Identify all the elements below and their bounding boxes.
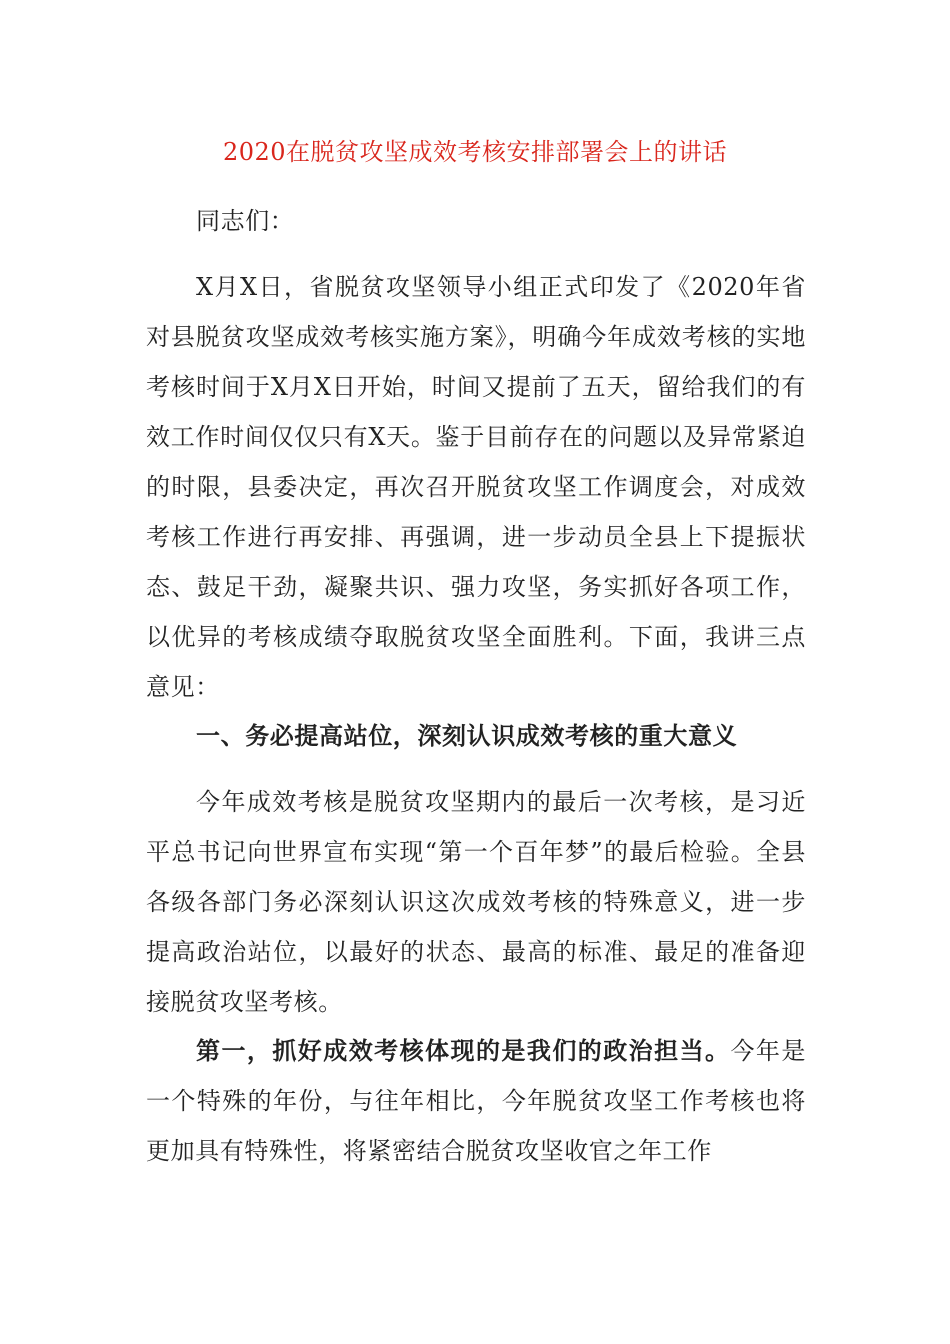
first-point-lead: 第一，抓好成效考核体现的是我们的政治担当。 [196, 1036, 731, 1065]
first-point-text: 今年是一个特殊的年份，与往年相比，今年脱贫攻坚工作考核也将更加具有特殊性，将紧密结合脱贫攻坚收官之年工作 [146, 1037, 806, 1165]
paragraph-intro: X月X日，省脱贫攻坚领导小组正式印发了《2020年省对县脱贫攻坚成效考核实施方案》，明确今年成效考核的实地考核时间于X月X日开始，时间又提前了五天，留给我们的有效工作时间仅仅只有X天。鉴于目前存在的问题以及异常紧迫的时限，县委决定，再次召开脱贫攻坚工作调度会，对成效考核工作进行再安排、再强调，进一步动员全县上下提振状态、鼓足干劲，凝聚共识、强力攻坚，务实抓好各项工作，以优异的考核成绩夺取脱贫攻坚全面胜利。下面，我讲三点意见： [146, 273, 806, 701]
paragraph-significance: 今年成效考核是脱贫攻坚期内的最后一次考核，是习近平总书记向世界宣布实现“第一个百年梦”的最后检验。全县各级各部门务必深刻认识这次成效考核的特殊意义，进一步提高政治站位，以最好的状态、最高的标准、最足的准备迎接脱贫攻坚考核。 [146, 788, 806, 1016]
greeting: 同志们： [196, 207, 295, 235]
paragraph-first-point [146, 1026, 806, 1176]
section-heading-1: 一、务必提高站位，深刻认识成效考核的重大意义 [196, 721, 738, 750]
document-title: 2020在脱贫攻坚成效考核安排部署会上的讲话 [222, 138, 728, 166]
